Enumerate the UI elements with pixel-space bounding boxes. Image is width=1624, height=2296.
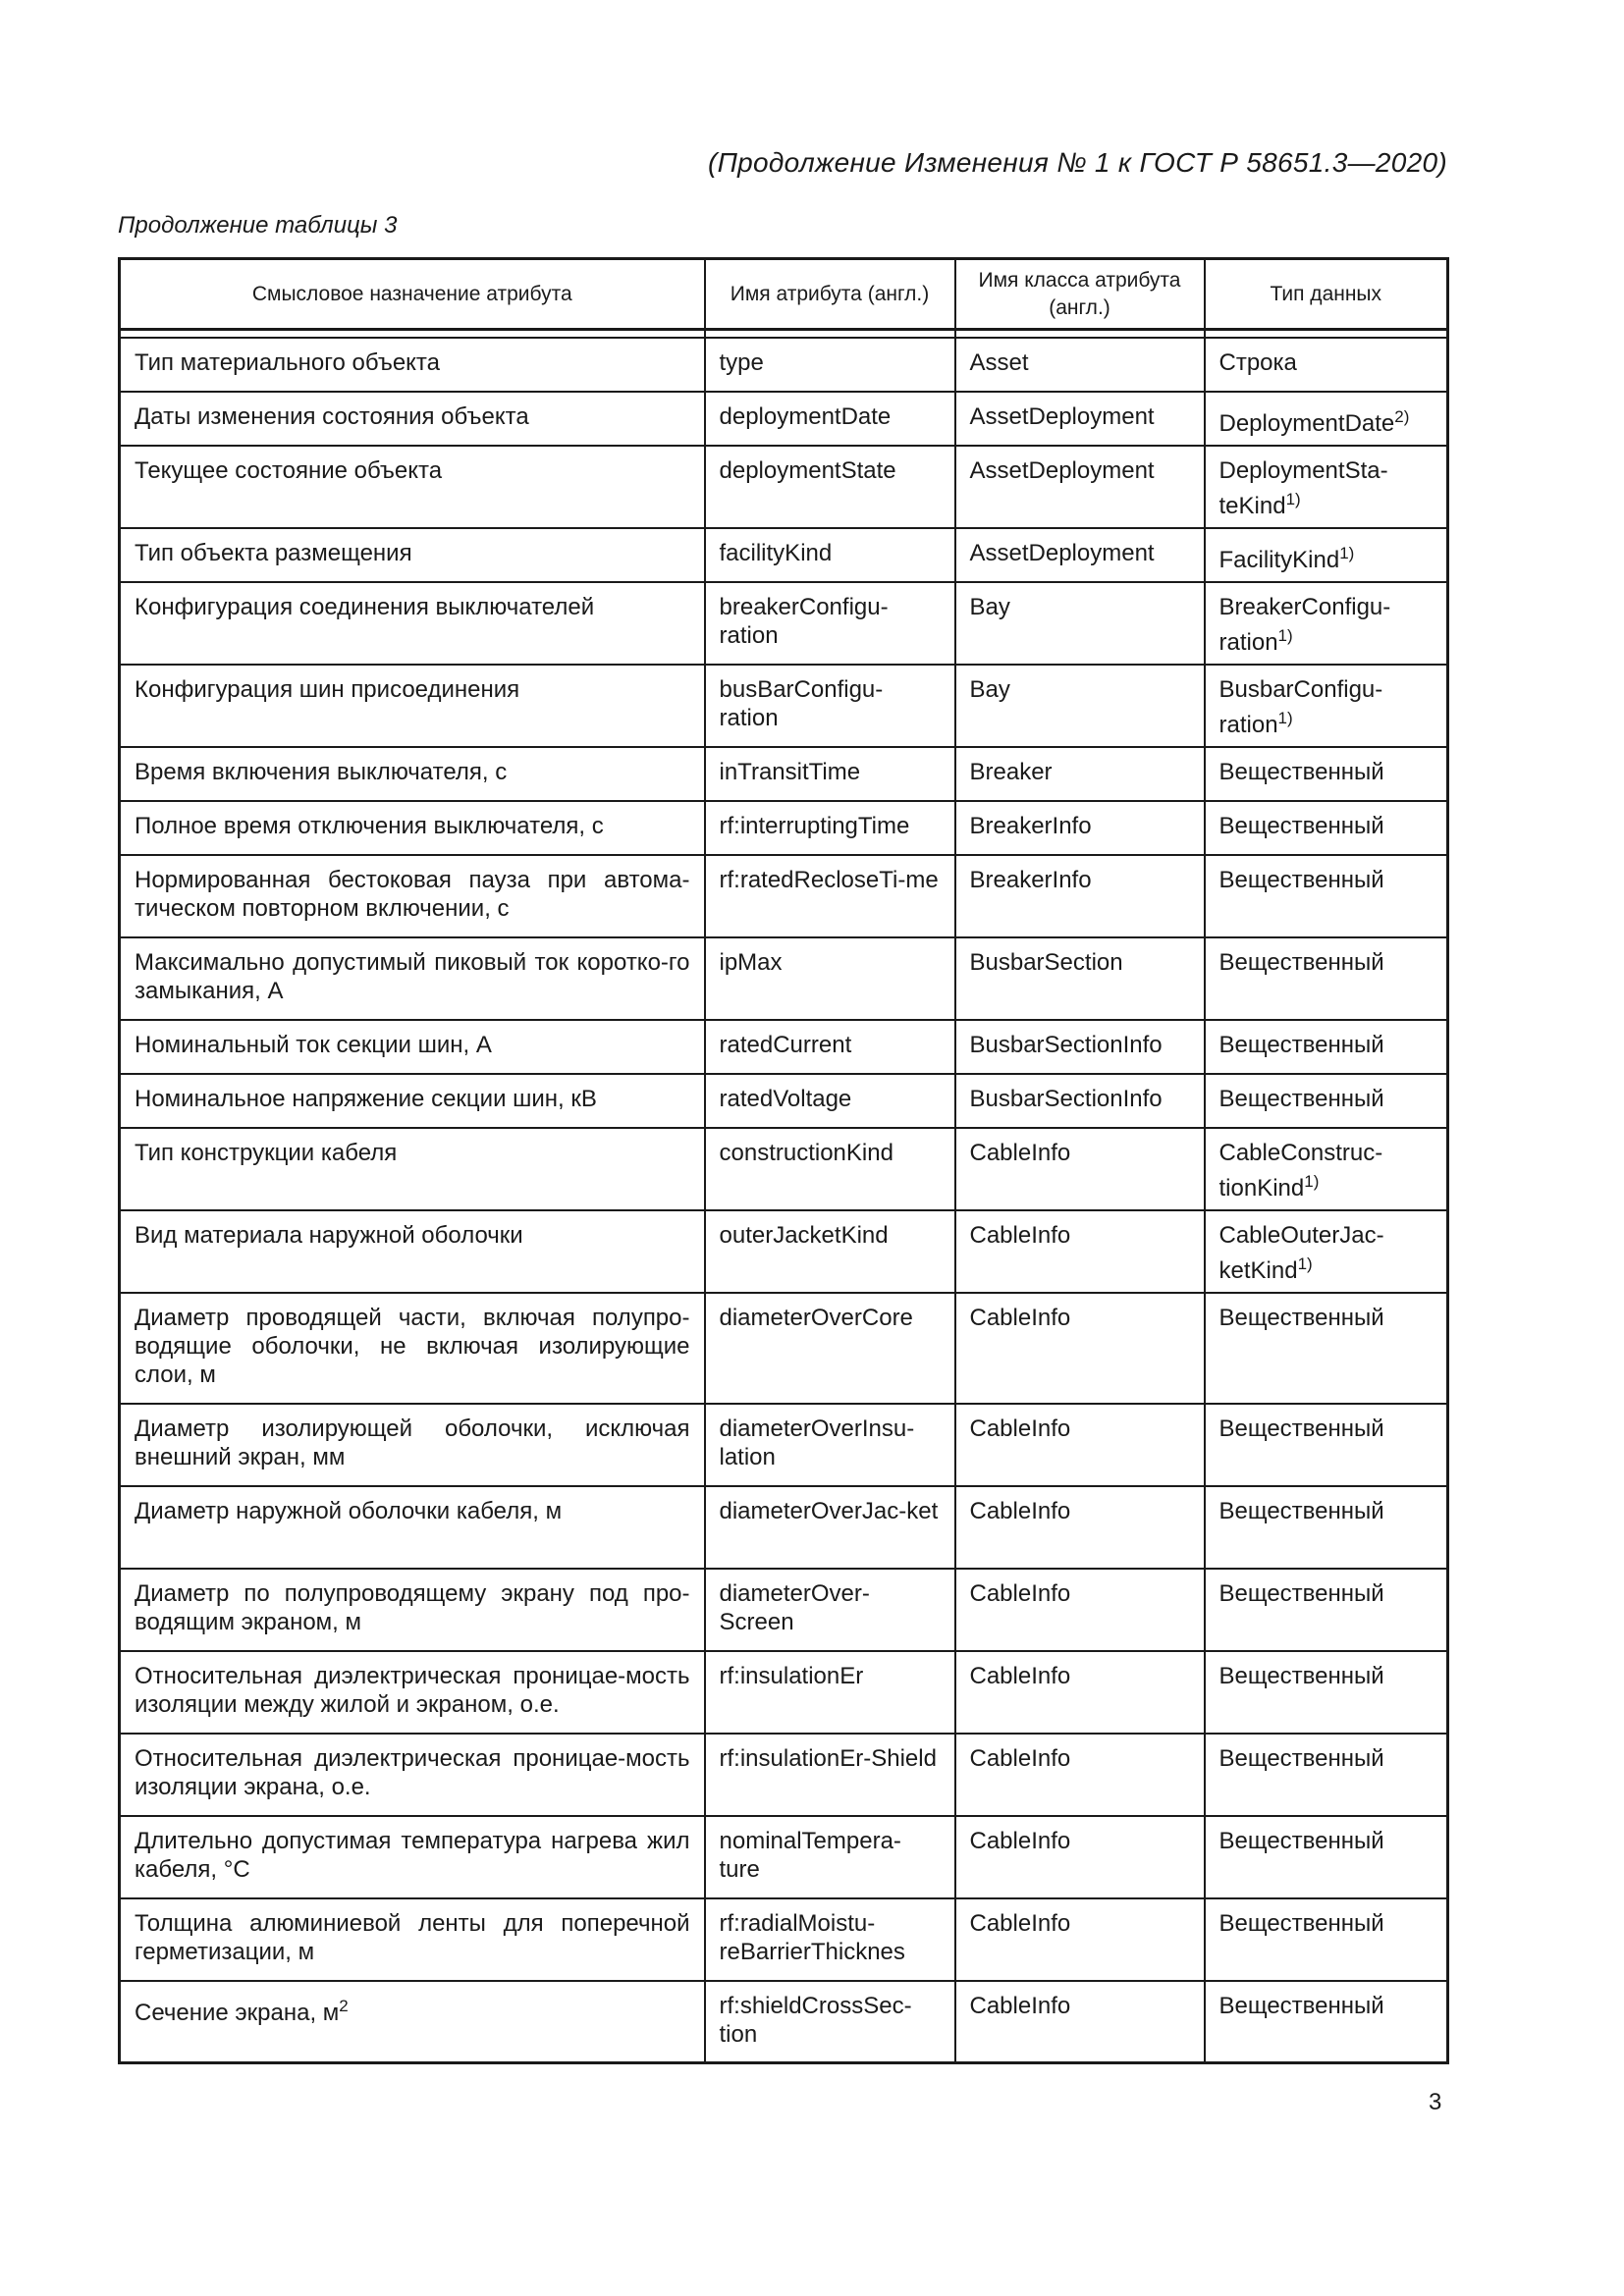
cell-data-type-text: Вещественный [1218,1827,1384,1854]
cell-data-type [1205,855,1448,937]
cell-data-type [1205,1074,1448,1128]
cell-data-type [1205,392,1448,446]
cell-meaning [120,1569,705,1651]
cell-attribute-name [705,1293,955,1404]
cell-data-type [1205,582,1448,665]
cell-attribute-name [705,1898,955,1981]
footnote-marker: 1) [1339,543,1355,562]
cell-data-type [1205,1569,1448,1651]
cell-attribute-name-text: ratedCurrent [719,1031,852,1058]
cell-class-name [955,665,1205,747]
cell-attribute-name [705,1816,955,1898]
cell-attribute-name [705,1404,955,1486]
table-row [120,1293,1448,1404]
cell-class-name [955,338,1205,392]
cell-attribute-name-text: deploymentDate [719,402,892,430]
cell-class-name-text: CableInfo [969,1992,1071,2019]
cell-class-name-text: AssetDeployment [969,539,1155,566]
table-row [120,1404,1448,1486]
cell-meaning [120,1210,705,1293]
cell-class-name-text: CableInfo [969,1579,1071,1607]
table-row [120,937,1448,1020]
cell-class-name [955,1404,1205,1486]
cell-class-name [955,855,1205,937]
cell-attribute-name-text: facilityKind [719,539,833,566]
cell-attribute-name [705,747,955,801]
cell-attribute-name [705,1651,955,1734]
cell-attribute-name-text: ipMax [719,948,783,976]
cell-attribute-name-text: ratedVoltage [719,1085,852,1112]
cell-data-type [1205,1651,1448,1734]
cell-class-name [955,392,1205,446]
cell-meaning [120,855,705,937]
table-row [120,1981,1448,2063]
cell-meaning-text: Тип материального объекта [135,348,441,376]
cell-meaning-text: Текущее состояние объекта [135,456,443,484]
cell-data-type-text: Вещественный [1218,1909,1384,1937]
table-row [120,528,1448,582]
cell-data-type [1205,1898,1448,1981]
cell-meaning-text: Конфигурация соединения выключателей [135,593,595,620]
cell-data-type-text: Вещественный [1218,1579,1384,1607]
cell-meaning-text: Диаметр наружной оболочки кабеля, м [135,1497,563,1524]
cell-class-name-text: CableInfo [969,1415,1071,1442]
cell-class-name-text: BreakerInfo [969,866,1092,893]
cell-data-type [1205,1210,1448,1293]
cell-data-type [1205,446,1448,528]
cell-attribute-name-text: busBarConfigu-ration [719,675,884,731]
cell-meaning-text: Конфигурация шин присоединения [135,675,520,703]
cell-data-type-text: Вещественный [1218,1304,1384,1331]
cell-class-name-text: BusbarSection [969,948,1123,976]
cell-attribute-name [705,1128,955,1210]
cell-meaning-text: Максимально допустимый пиковый ток коротко-го замыкания, А [135,948,690,1004]
cell-class-name-text: CableInfo [969,1662,1071,1689]
cell-meaning [120,1404,705,1486]
cell-class-name [955,1734,1205,1816]
cell-data-type-text: Вещественный [1218,948,1384,976]
cell-data-type [1205,1486,1448,1569]
cell-class-name [955,1128,1205,1210]
cell-class-name-text: CableInfo [969,1497,1071,1524]
cell-attribute-name-text: rf:interruptingTime [719,812,910,839]
cell-attribute-name-text: rf:ratedRecloseTi-me [719,866,939,893]
cell-attribute-name [705,392,955,446]
cell-attribute-name-text: diameterOverInsu-lation [719,1415,915,1470]
cell-data-type-text: CableConstruc-tionKind [1218,1139,1383,1201]
cell-meaning [120,665,705,747]
cell-data-type-text: Вещественный [1218,1662,1384,1689]
cell-class-name [955,1020,1205,1074]
header-spacer-row [120,330,1448,338]
cell-meaning-text: Номинальный ток секции шин, А [135,1031,492,1058]
cell-class-name [955,1486,1205,1569]
cell-data-type-text: Вещественный [1218,1497,1384,1524]
cell-class-name-text: AssetDeployment [969,456,1155,484]
cell-attribute-name-text: deploymentState [719,456,896,484]
cell-class-name [955,528,1205,582]
table-row [120,446,1448,528]
cell-data-type [1205,1020,1448,1074]
cell-attribute-name-text: inTransitTime [719,758,861,785]
cell-meaning-text: Диаметр проводящей части, включая полупро-водящие оболочки, не включая изолирующие слои, м [135,1304,690,1388]
cell-data-type [1205,1404,1448,1486]
cell-data-type-text: FacilityKind [1218,546,1340,573]
table-body [120,330,1448,2063]
cell-meaning-text: Длительно допустимая температура нагрева жил кабеля, °С [135,1827,690,1883]
cell-class-name [955,1898,1205,1981]
cell-data-type-text: Строка [1218,348,1297,376]
cell-class-name-text: CableInfo [969,1827,1071,1854]
cell-class-name-text: CableInfo [969,1221,1071,1249]
cell-meaning [120,338,705,392]
cell-data-type-text: BreakerConfigu-ration [1218,593,1391,656]
cell-data-type [1205,747,1448,801]
cell-data-type-text: BusbarConfigu-ration [1218,675,1383,738]
cell-data-type-text: Вещественный [1218,1415,1384,1442]
cell-attribute-name-text: constructionKind [719,1139,893,1166]
cell-data-type [1205,1981,1448,2063]
cell-meaning [120,1981,705,2063]
cell-class-name-text: CableInfo [969,1909,1071,1937]
cell-meaning [120,1020,705,1074]
footnote-marker: 2 [339,1996,349,2015]
cell-data-type [1205,801,1448,855]
cell-class-name-text: Asset [969,348,1029,376]
cell-class-name [955,1074,1205,1128]
footnote-marker: 1) [1277,625,1293,645]
page-number: 3 [1429,2089,1442,2115]
table-row [120,1651,1448,1734]
cell-meaning-text: Полное время отключения выключателя, с [135,812,604,839]
column-header-class-name: Имя класса атрибута (англ.) [955,259,1205,330]
cell-class-name [955,582,1205,665]
cell-meaning [120,1898,705,1981]
cell-data-type-text: Вещественный [1218,1085,1384,1112]
cell-data-type-text: Вещественный [1218,812,1384,839]
cell-class-name-text: Breaker [969,758,1053,785]
cell-meaning [120,582,705,665]
cell-attribute-name-text: diameterOver-Screen [719,1579,870,1635]
table-row [120,1020,1448,1074]
cell-class-name-text: CableInfo [969,1139,1071,1166]
cell-meaning [120,392,705,446]
cell-attribute-name [705,1020,955,1074]
cell-attribute-name [705,1569,955,1651]
cell-class-name [955,1651,1205,1734]
table-row [120,1128,1448,1210]
cell-attribute-name [705,582,955,665]
cell-data-type-text: Вещественный [1218,1031,1384,1058]
cell-meaning-text: Даты изменения состояния объекта [135,402,529,430]
cell-data-type [1205,1128,1448,1210]
cell-attribute-name-text: rf:radialMoistu-reBarrierThicknes [719,1909,905,1965]
cell-class-name [955,1569,1205,1651]
cell-meaning-text: Относительная диэлектрическая проницае-мость изоляции между жилой и экраном, о.е. [135,1662,690,1718]
cell-data-type [1205,665,1448,747]
cell-class-name-text: Bay [969,675,1010,703]
cell-class-name-text: CableInfo [969,1744,1071,1772]
footnote-marker: 1) [1285,489,1301,508]
cell-meaning [120,446,705,528]
cell-meaning-text: Толщина алюминиевой ленты для поперечной герметизации, м [135,1909,690,1965]
table-row [120,1569,1448,1651]
cell-data-type-text: DeploymentDate [1218,409,1395,437]
table-row [120,1734,1448,1816]
cell-meaning-text: Время включения выключателя, с [135,758,508,785]
table-row [120,1816,1448,1898]
cell-attribute-name [705,1734,955,1816]
footnote-marker: 2) [1394,406,1410,426]
cell-attribute-name [705,338,955,392]
cell-class-name [955,1293,1205,1404]
cell-data-type [1205,937,1448,1020]
cell-meaning [120,937,705,1020]
table-row [120,1210,1448,1293]
cell-attribute-name-text: nominalTempera-ture [719,1827,901,1883]
cell-class-name [955,801,1205,855]
cell-meaning-text: Диаметр изолирующей оболочки, исключая внешний экран, мм [135,1415,690,1470]
cell-meaning-text: Тип конструкции кабеля [135,1139,398,1166]
cell-attribute-name-text: rf:insulationEr [719,1662,864,1689]
cell-class-name [955,747,1205,801]
attribute-table [118,257,1449,2064]
cell-class-name [955,1981,1205,2063]
table-row [120,1074,1448,1128]
cell-data-type [1205,1816,1448,1898]
cell-meaning [120,801,705,855]
cell-data-type [1205,338,1448,392]
cell-attribute-name [705,937,955,1020]
table-row [120,1486,1448,1569]
cell-data-type [1205,1734,1448,1816]
document-header: (Продолжение Изменения № 1 к ГОСТ Р 58651.3—2020) [707,147,1447,178]
cell-attribute-name [705,1486,955,1569]
cell-data-type-text: CableOuterJac-ketKind [1218,1221,1384,1284]
cell-attribute-name [705,528,955,582]
cell-data-type-text: Вещественный [1218,1744,1384,1772]
footnote-marker: 1) [1297,1254,1313,1273]
cell-data-type [1205,1293,1448,1404]
table-row [120,665,1448,747]
cell-class-name [955,937,1205,1020]
cell-meaning [120,1128,705,1210]
cell-meaning [120,1293,705,1404]
cell-meaning [120,1074,705,1128]
cell-meaning-text: Тип объекта размещения [135,539,412,566]
cell-meaning [120,1816,705,1898]
cell-data-type-text: DeploymentSta-teKind [1218,456,1388,519]
cell-class-name [955,1210,1205,1293]
cell-attribute-name [705,855,955,937]
cell-attribute-name-text: type [719,348,764,376]
cell-attribute-name-text: outerJacketKind [719,1221,889,1249]
cell-meaning-text: Вид материала наружной оболочки [135,1221,523,1249]
cell-attribute-name [705,1210,955,1293]
table-row [120,747,1448,801]
cell-class-name-text: AssetDeployment [969,402,1155,430]
table-row [120,338,1448,392]
table-row [120,1898,1448,1981]
cell-meaning-text: Номинальное напряжение секции шин, кВ [135,1085,597,1112]
table-caption: Продолжение таблицы 3 [118,212,398,239]
cell-data-type-text: Вещественный [1218,866,1384,893]
cell-class-name-text: BusbarSectionInfo [969,1085,1163,1112]
cell-class-name-text: BreakerInfo [969,812,1092,839]
footnote-marker: 1) [1304,1171,1320,1191]
cell-meaning-text: Относительная диэлектрическая проницае-мость изоляции экрана, о.е. [135,1744,690,1800]
cell-class-name [955,1816,1205,1898]
cell-attribute-name [705,801,955,855]
cell-attribute-name-text: diameterOverJac-ket [719,1497,939,1524]
cell-attribute-name-text: rf:insulationEr-Shield [719,1744,937,1772]
cell-meaning [120,1486,705,1569]
cell-meaning [120,1651,705,1734]
cell-meaning-text: Сечение экрана, м [135,1999,340,2026]
cell-class-name [955,446,1205,528]
cell-attribute-name-text: diameterOverCore [719,1304,913,1331]
cell-attribute-name [705,1074,955,1128]
cell-data-type-text: Вещественный [1218,758,1384,785]
column-header-attribute-name: Имя атрибута (англ.) [705,259,955,330]
column-header-meaning: Смысловое назначение атрибута [120,259,705,330]
cell-meaning-text: Нормированная бестоковая пауза при автома-тическом повторном включении, с [135,866,690,922]
table-row [120,582,1448,665]
cell-attribute-name [705,446,955,528]
table-header-row [120,259,1448,330]
cell-class-name-text: CableInfo [969,1304,1071,1331]
cell-data-type [1205,528,1448,582]
cell-meaning [120,1734,705,1816]
footnote-marker: 1) [1277,708,1293,727]
cell-attribute-name-text: breakerConfigu-ration [719,593,889,649]
table-row [120,801,1448,855]
cell-meaning [120,747,705,801]
table-row [120,392,1448,446]
cell-meaning-text: Диаметр по полупроводящему экрану под про-водящим экраном, м [135,1579,690,1635]
cell-data-type-text: Вещественный [1218,1992,1384,2019]
cell-attribute-name-text: rf:shieldCrossSec-tion [719,1992,912,2048]
cell-meaning [120,528,705,582]
cell-attribute-name [705,1981,955,2063]
cell-class-name-text: Bay [969,593,1010,620]
cell-attribute-name [705,665,955,747]
table-row [120,855,1448,937]
column-header-data-type: Тип данных [1205,259,1448,330]
cell-class-name-text: BusbarSectionInfo [969,1031,1163,1058]
